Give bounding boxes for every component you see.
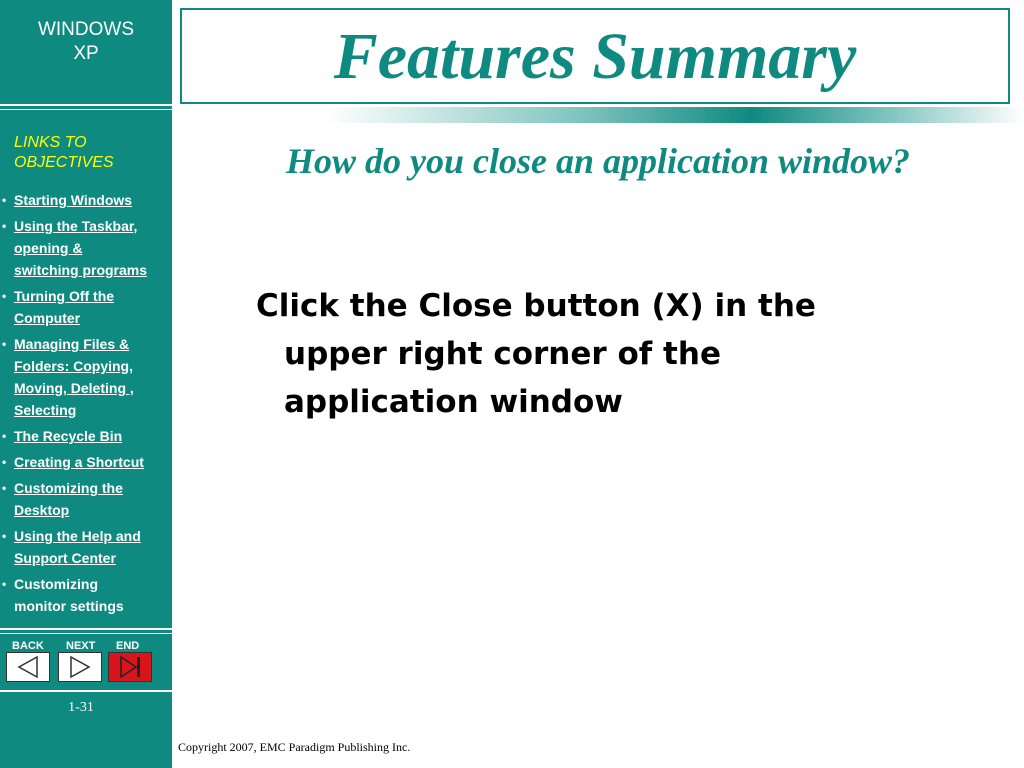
link-line: The Recycle Bin [14,428,123,444]
link-line: Folders: Copying, [14,358,133,374]
link-recycle-bin[interactable] [14,428,122,444]
link-line: Using the Help and [14,528,141,544]
objective-monitor-settings [14,576,124,614]
bullet: • [2,219,7,233]
objective-link-item [0,215,172,281]
bullet: • [2,529,7,543]
slide-number: 1-31 [68,700,94,715]
link-line: Computer [14,310,81,326]
objective-link-item [0,189,172,211]
bullet: • [2,429,7,443]
bullet: • [2,481,7,495]
link-line: Desktop [14,502,70,518]
copyright-text: Copyright 2007, EMC Paradigm Publishing Inc. [178,740,411,754]
back-button[interactable] [6,652,50,682]
next-arrow-icon [59,653,101,681]
decorative-gradient-bar [172,107,1024,123]
links-heading-line: LINKS TO [14,134,87,151]
link-line: monitor settings [14,598,124,614]
link-using-taskbar[interactable] [14,218,147,278]
link-creating-shortcut[interactable] [14,454,144,470]
link-line: switching programs [14,262,148,278]
slide-body [256,282,936,426]
link-line: Customizing the [14,480,123,496]
bullet: • [2,193,7,207]
objective-link-item [0,333,172,421]
end-label: END [116,640,140,652]
body-line: application window [284,384,623,420]
slide-title: Features Summary [333,20,857,93]
link-starting-windows[interactable] [14,192,132,208]
bullet: • [2,289,7,303]
links-heading-line: OBJECTIVES [14,154,114,171]
bullet: • [2,455,7,469]
link-help-support[interactable] [14,528,141,566]
links-heading [14,133,164,173]
back-label: BACK [12,640,44,652]
link-turning-off-computer[interactable] [14,288,114,326]
body-line: Click the Close button (X) in the [256,288,816,324]
body-line: upper right corner of the [284,336,721,372]
sidebar [0,0,172,768]
slide-navigation [0,630,172,686]
sidebar-divider [0,104,172,106]
link-line: Moving, Deleting , [14,380,134,396]
bullet: • [2,337,7,351]
objective-link-item [0,525,172,569]
sidebar-divider [0,690,172,692]
next-label: NEXT [66,640,96,652]
back-arrow-icon [7,653,49,681]
bullet: • [2,577,7,591]
link-line: Turning Off the [14,288,115,304]
link-line: Starting Windows [14,192,133,208]
objective-link-item [0,425,172,447]
objectives-links [0,189,172,621]
link-line: Selecting [14,402,77,418]
link-managing-files[interactable] [14,336,134,418]
link-line: Customizing [14,576,98,592]
link-line: Support Center [14,550,116,566]
objective-link-item [0,477,172,521]
title-box [180,8,1010,104]
end-icon [109,653,151,681]
objective-link-item [0,285,172,329]
objective-link-item [0,573,172,617]
slide-subtitle: How do you close an application window? [285,141,911,181]
sidebar-divider [0,109,172,110]
sidebar-title-line: XP [73,43,99,64]
link-customizing-desktop[interactable] [14,480,123,518]
link-line: opening & [14,240,83,256]
objective-link-item [0,451,172,473]
link-line: Managing Files & [14,336,130,352]
sidebar-title [0,18,172,66]
end-button[interactable] [108,652,152,682]
link-line: Using the Taskbar, [14,218,138,234]
link-line: Creating a Shortcut [14,454,144,470]
next-button[interactable] [58,652,102,682]
sidebar-title-line: WINDOWS [37,19,135,40]
